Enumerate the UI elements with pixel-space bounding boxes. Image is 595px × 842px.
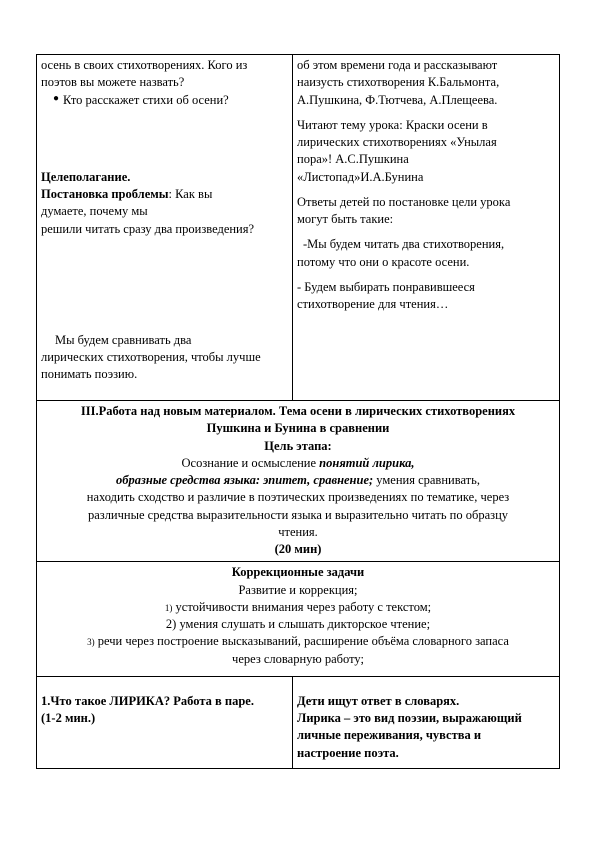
row-new-material xyxy=(37,401,560,562)
text-line: 1.Что такое ЛИРИКА? Работа в паре. xyxy=(41,693,254,708)
text-line: «Листопад»И.А.Бунина xyxy=(297,169,424,184)
list-item xyxy=(41,599,555,616)
text-emphasis: образные средства языка: эпитет, сравнение; xyxy=(116,473,374,487)
bullet-item xyxy=(41,92,288,109)
bullet-icon: ● xyxy=(53,92,60,104)
stage-cell xyxy=(37,401,560,562)
row-lyric xyxy=(37,676,560,768)
list-number: 1) xyxy=(164,602,173,613)
problem-label: Постановка проблемы xyxy=(41,187,169,201)
text-line: личные переживания, чувства и xyxy=(297,728,482,743)
text-line: Читают тему урока: Краски осени в xyxy=(297,117,488,132)
list-item xyxy=(41,633,555,650)
text-line: об этом времени года и рассказывают xyxy=(297,58,498,72)
text-emphasis: понятий лирика, xyxy=(319,455,415,470)
student-activity-cell xyxy=(293,55,560,401)
text-line: лирических стихотворения, чтобы лучше xyxy=(41,350,261,364)
list-text: умения слушать и слышать дикторское чтение; xyxy=(176,617,431,631)
text-line: думаете, почему мы xyxy=(41,204,148,219)
text-line: Лирика – это вид поэзии, выражающий xyxy=(297,711,522,725)
row-correction xyxy=(37,562,560,677)
correction-cell xyxy=(37,562,560,677)
stage-title: III.Работа над новым материалом. Тема осени в лирических стихотворениях xyxy=(80,404,516,418)
problem-line xyxy=(41,186,288,203)
text-line: стихотворение для чтения… xyxy=(297,297,449,311)
list-text: речи через построение высказываний, расширение объёма словарного запаса xyxy=(94,634,509,649)
teacher-activity-cell xyxy=(37,676,293,768)
text-line: через словарную работу; xyxy=(232,651,364,666)
text-line: наизусть стихотворения К.Бальмонта, xyxy=(297,75,500,90)
list-item xyxy=(41,616,555,633)
text-line: А.Пушкина, Ф.Тютчева, А.Плещеева. xyxy=(297,92,498,107)
lesson-plan-table xyxy=(36,54,560,769)
text-line: Ответы детей по постановке цели урока xyxy=(297,194,511,209)
text-line: различные средства выразительности языка и выразительно читать по образцу xyxy=(87,507,509,522)
problem-text: : Как вы xyxy=(168,187,213,201)
stage-goal: Цель этапа: xyxy=(264,438,332,453)
text-line: решили читать сразу два произведения? xyxy=(41,221,255,236)
student-activity-cell xyxy=(293,676,560,768)
bullet-text: Кто расскажет стихи об осени? xyxy=(63,92,229,107)
list-text: устойчивости внимания через работу с текстом; xyxy=(172,599,432,614)
text-line: пора»! А.С.Пушкина xyxy=(297,152,409,167)
goal-title: Целеполагание. xyxy=(41,169,131,184)
stage-title: Пушкина и Бунина в сравнении xyxy=(206,421,390,436)
text-line: -Мы будем читать два стихотворения, xyxy=(303,237,505,252)
text-line: (1-2 мин.) xyxy=(41,711,96,725)
text-line: осень в своих стихотворениях. Кого из xyxy=(41,58,248,72)
text-line: Мы будем сравнивать два xyxy=(55,332,192,347)
text-line: находить сходство и различие в поэтических произведениях по тематике, через xyxy=(86,490,510,505)
text-line xyxy=(41,472,555,489)
text-line: Дети ищут ответ в словарях. xyxy=(297,693,460,708)
correction-title: Коррекционные задачи xyxy=(231,565,365,580)
list-number: 3) xyxy=(87,637,95,648)
text-line: понимать поэзию. xyxy=(41,367,138,382)
text-plain: Осознание и осмысление xyxy=(181,455,320,470)
teacher-activity-cell xyxy=(37,55,293,401)
list-number: 2) xyxy=(165,617,177,631)
correction-sub: Развитие и коррекция; xyxy=(238,582,358,597)
duration: (20 мин) xyxy=(274,542,322,556)
text-line: лирических стихотворениях «Унылая xyxy=(297,135,497,149)
text-line: могут быть такие: xyxy=(297,212,394,226)
text-line: потому что они о красоте осени. xyxy=(297,254,470,269)
row-intro xyxy=(37,55,560,401)
text-line: поэтов вы можете назвать? xyxy=(41,75,185,90)
text-line: - Будем выбирать понравившееся xyxy=(297,279,475,294)
text-line: настроение поэта. xyxy=(297,745,399,760)
text-plain: умения сравнивать, xyxy=(373,473,480,487)
text-line: чтения. xyxy=(278,524,318,539)
text-line xyxy=(41,455,555,472)
